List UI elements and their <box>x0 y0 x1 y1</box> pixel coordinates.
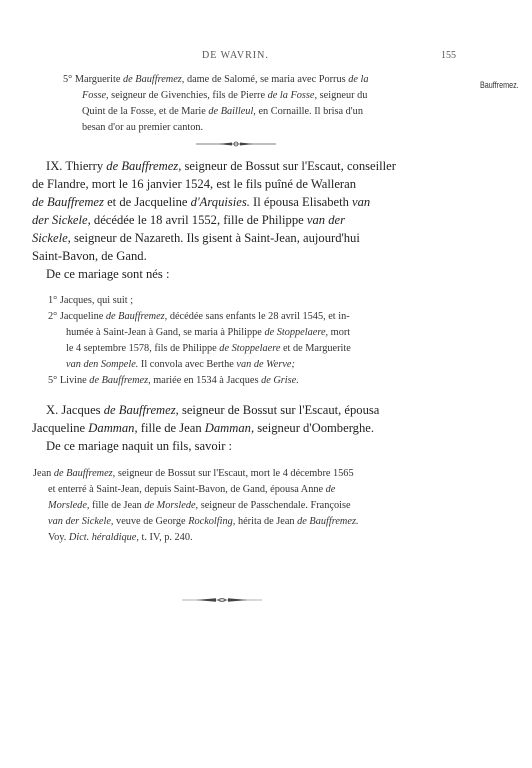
text-line: van der Sickele, veuve de George Rockolfing, hérita de Jean de Bauffremez. <box>48 516 359 527</box>
ornament-divider <box>182 597 262 603</box>
text-line: Morslede, fille de Jean de Morslede, seigneur de Passchendale. Françoise <box>48 500 351 511</box>
text-line: Jean de Bauffremez, seigneur de Bossut sur l'Escaut, mort le 4 décembre 1565 <box>33 468 354 479</box>
text-line: van den Sompele. Il convola avec Berthe van de Werve; <box>66 359 295 370</box>
text-line: et enterré à Saint-Jean, depuis Saint-Bavon, de Gand, épousa Anne de <box>48 484 336 495</box>
text-line: Sickele, seigneur de Nazareth. Ils gisent à Saint-Jean, aujourd'hui <box>32 231 360 245</box>
text-line: X. Jacques de Bauffremez, seigneur de Bossut sur l'Escaut, épousa <box>46 403 380 417</box>
ornament-divider <box>196 141 276 147</box>
list-item: 1° Jacques, qui suit ; <box>48 295 134 306</box>
text-line: de Bauffremez et de Jacqueline d'Arquisies. Il épousa Elisabeth van <box>32 195 371 209</box>
running-title: DE WAVRIN. <box>202 50 269 61</box>
text-line: Fosse, seigneur de Givenchies, fils de Pierre de la Fosse, seigneur du <box>82 90 368 101</box>
text-line: humée à Saint-Jean à Gand, se maria à Philippe de Stoppelaere, mort <box>66 327 351 338</box>
text-line: Saint-Bavon, de Gand. <box>32 249 147 263</box>
children-intro: De ce mariage naquit un fils, savoir : <box>46 439 233 453</box>
text-line: 5° Marguerite de Bauffremez, dame de Salomé, se maria avec Porrus de la <box>63 74 369 85</box>
text-line: Voy. Dict. héraldique, t. IV, p. 240. <box>48 532 193 543</box>
text-line: IX. Thierry de Bauffremez, seigneur de Bossut sur l'Escaut, conseiller <box>46 159 396 173</box>
page-number: 155 <box>441 50 456 61</box>
children-intro: De ce mariage sont nés : <box>46 267 170 281</box>
text-line: Quint de la Fosse, et de Marie de Bailleul, en Cornaille. Il brisa d'un <box>82 106 363 117</box>
list-item: 5° Livine de Bauffremez, mariée en 1534 à Jacques de Grise. <box>48 375 299 386</box>
text-line: de Flandre, mort le 16 janvier 1524, est le fils puîné de Walleran <box>32 177 356 191</box>
list-item: 2° Jacqueline de Bauffremez, décédée sans enfants le 28 avril 1545, et in- <box>48 311 350 322</box>
margin-note: Bauffremez. <box>480 80 519 90</box>
text-line: der Sickele, décédée le 18 avril 1552, fille de Philippe van der <box>32 213 345 227</box>
text-line: besan d'or au premier canton. <box>82 122 204 133</box>
text-line: Jacqueline Damman, fille de Jean Damman, seigneur d'Oomberghe. <box>32 421 374 435</box>
text-line: le 4 septembre 1578, fils de Philippe de Stoppelaere et de Marguerite <box>66 343 351 354</box>
